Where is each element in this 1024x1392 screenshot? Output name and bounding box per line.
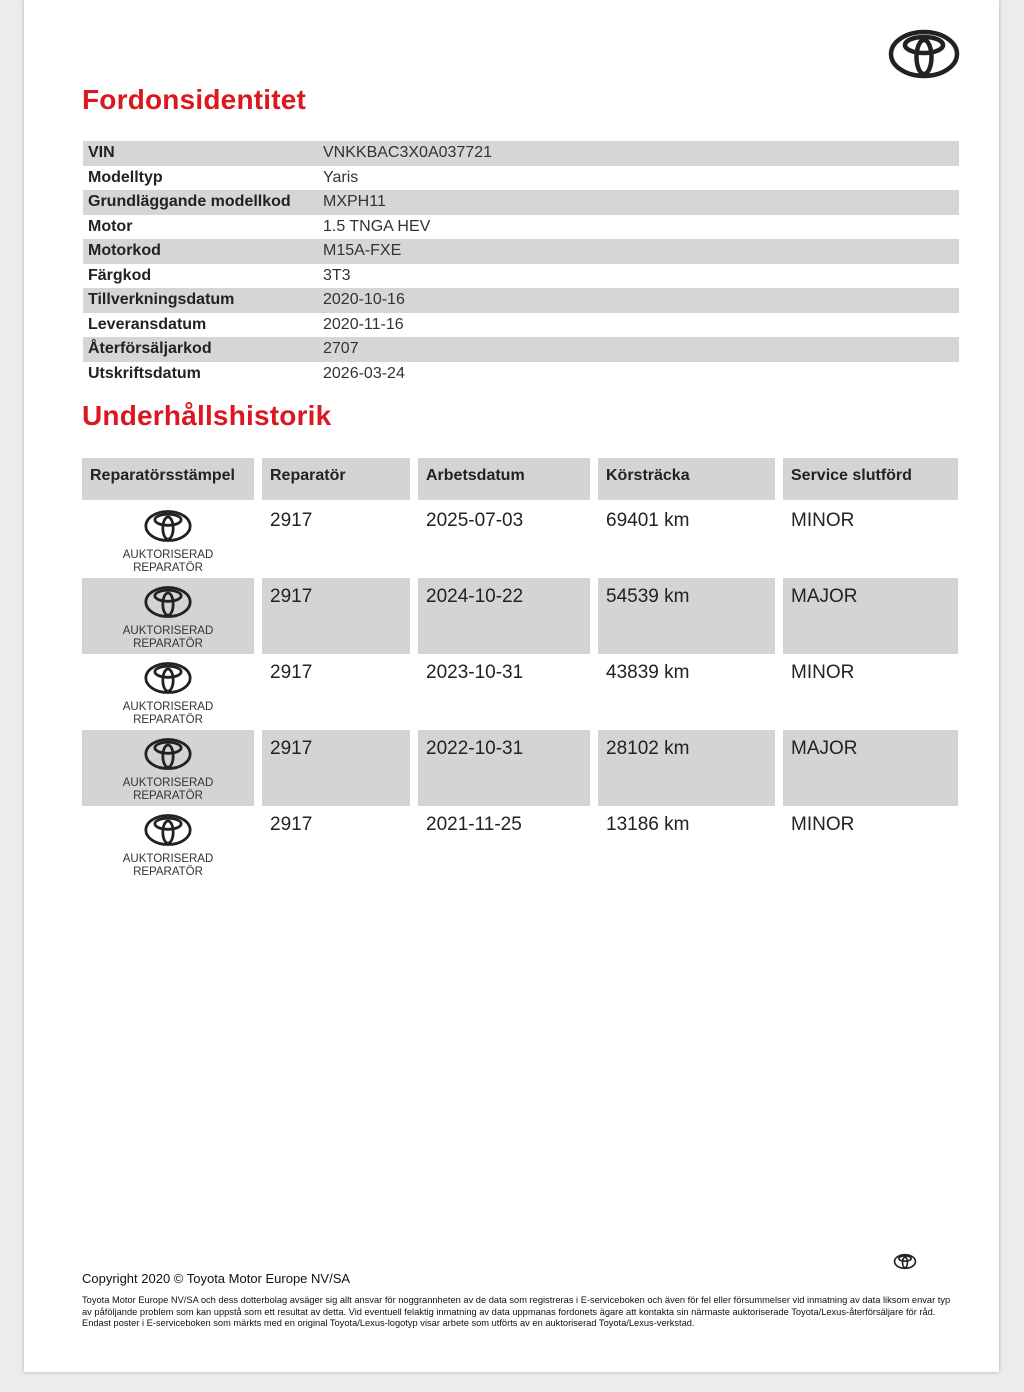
stamp-line2: REPARATÖR [133, 866, 203, 878]
stamp-line1: AUKTORISERAD [122, 853, 214, 865]
service-row [82, 806, 960, 882]
identity-label: Återförsäljarkod [88, 340, 212, 358]
service-type-cell: MINOR [791, 662, 855, 683]
identity-table [83, 141, 959, 386]
identity-row [83, 337, 959, 362]
stamp-line2: REPARATÖR [133, 638, 203, 650]
stamp-label [82, 777, 254, 803]
header-mileage: Körsträcka [598, 458, 775, 500]
mileage-cell: 28102 km [598, 730, 775, 806]
service-type-cell: MAJOR [783, 578, 958, 654]
identity-value: VNKKBAC3X0A037721 [323, 144, 492, 162]
repairer-cell: 2917 [262, 578, 410, 654]
identity-row [83, 288, 959, 313]
mileage-cell: 43839 km [606, 662, 690, 683]
stamp-line1: AUKTORISERAD [122, 777, 214, 789]
identity-row [83, 239, 959, 264]
header-service: Service slutförd [783, 458, 958, 500]
stamp-cell [82, 806, 254, 882]
identity-value: 2020-11-16 [323, 315, 404, 333]
identity-value: 2707 [323, 340, 359, 358]
disclaimer: Toyota Motor Europe NV/SA och dess dotterbolag avsäger sig allt ansvar för noggrannheten av de data som registreras i E-serviceboken och även för fel eller försummelser vid inmatning av data liksom envar typ av påföljande problem som kan uppstå som ett resultat av detta. Vid eventuell felaktig inmatning av data uppmanas fordonets ägare att kontakta sin närmaste auktoriserade Toyota/Lexus-återförsäljare för råd. Endast poster i E-serviceboken som märkts med en original Toyota/Lexus-logotyp visar arbete som utförts av en auktoriserad Toyota/Lexus-verkstad. [82, 1295, 951, 1329]
stamp-label [82, 549, 254, 575]
service-type-cell: MAJOR [783, 730, 958, 806]
identity-label: Tillverkningsdatum [88, 291, 235, 309]
identity-row [83, 362, 959, 387]
repairer-cell: 2917 [270, 814, 313, 835]
identity-value: 2026-03-24 [323, 364, 405, 382]
date-cell: 2025-07-03 [426, 510, 524, 531]
date-cell: 2021-11-25 [426, 814, 522, 835]
service-type-cell: MINOR [791, 814, 855, 835]
toyota-stamp-icon [142, 584, 194, 620]
identity-value: 2020-10-16 [323, 291, 405, 309]
identity-value: Yaris [323, 168, 359, 186]
identity-label: Grundläggande modellkod [88, 193, 291, 211]
service-row [82, 502, 960, 578]
stamp-cell [82, 578, 254, 654]
date-cell: 2024-10-22 [418, 578, 590, 654]
stamp-label [82, 701, 254, 727]
stamp-cell [82, 654, 254, 730]
toyota-stamp-icon [142, 508, 194, 544]
stamp-line2: REPARATÖR [133, 790, 203, 802]
identity-value: M15A-FXE [323, 242, 402, 260]
identity-row [83, 166, 959, 191]
header-stamp: Reparatörsstämpel [82, 458, 254, 500]
date-cell: 2023-10-31 [426, 662, 524, 683]
identity-row [83, 264, 959, 289]
service-row [82, 730, 960, 806]
stamp-label [82, 853, 254, 879]
identity-value: MXPH11 [323, 193, 386, 211]
stamp-line1: AUKTORISERAD [122, 549, 214, 561]
copyright: Copyright 2020 © Toyota Motor Europe NV/SA [82, 1271, 351, 1286]
service-type-cell: MINOR [791, 510, 855, 531]
toyota-logo-icon [888, 28, 960, 80]
stamp-line1: AUKTORISERAD [122, 625, 214, 637]
repairer-cell: 2917 [270, 662, 313, 683]
identity-title: Fordonsidentitet [82, 84, 307, 115]
identity-label: VIN [88, 144, 115, 162]
service-header-row [82, 458, 960, 500]
repairer-cell: 2917 [262, 730, 410, 806]
identity-label: Leveransdatum [88, 315, 207, 333]
stamp-cell [82, 730, 254, 806]
mileage-cell: 13186 km [606, 814, 690, 835]
identity-value: 1.5 TNGA HEV [323, 217, 431, 235]
stamp-line2: REPARATÖR [133, 562, 203, 574]
service-row [82, 654, 960, 730]
mileage-cell: 69401 km [606, 510, 690, 531]
header-date: Arbetsdatum [418, 458, 590, 500]
identity-label: Utskriftsdatum [88, 364, 201, 382]
identity-row [83, 215, 959, 240]
stamp-cell [82, 502, 254, 578]
toyota-stamp-icon [142, 736, 194, 772]
service-table [82, 458, 960, 882]
identity-label: Motor [88, 217, 133, 235]
identity-label: Motorkod [88, 242, 161, 260]
stamp-line1: AUKTORISERAD [122, 701, 214, 713]
identity-row [83, 190, 959, 215]
service-title: Underhållshistorik [82, 400, 332, 431]
toyota-stamp-icon [142, 660, 194, 696]
identity-row [83, 313, 959, 338]
header-repairer: Reparatör [262, 458, 410, 500]
identity-row [83, 141, 959, 166]
stamp-line2: REPARATÖR [133, 714, 203, 726]
identity-label: Modelltyp [88, 168, 163, 186]
service-row [82, 578, 960, 654]
repairer-cell: 2917 [270, 510, 313, 531]
identity-value: 3T3 [323, 266, 351, 284]
toyota-footer-logo-icon [893, 1253, 917, 1270]
document-page [24, 0, 999, 1372]
toyota-stamp-icon [142, 812, 194, 848]
date-cell: 2022-10-31 [418, 730, 590, 806]
identity-label: Färgkod [88, 266, 152, 284]
stamp-label [82, 625, 254, 651]
mileage-cell: 54539 km [598, 578, 775, 654]
